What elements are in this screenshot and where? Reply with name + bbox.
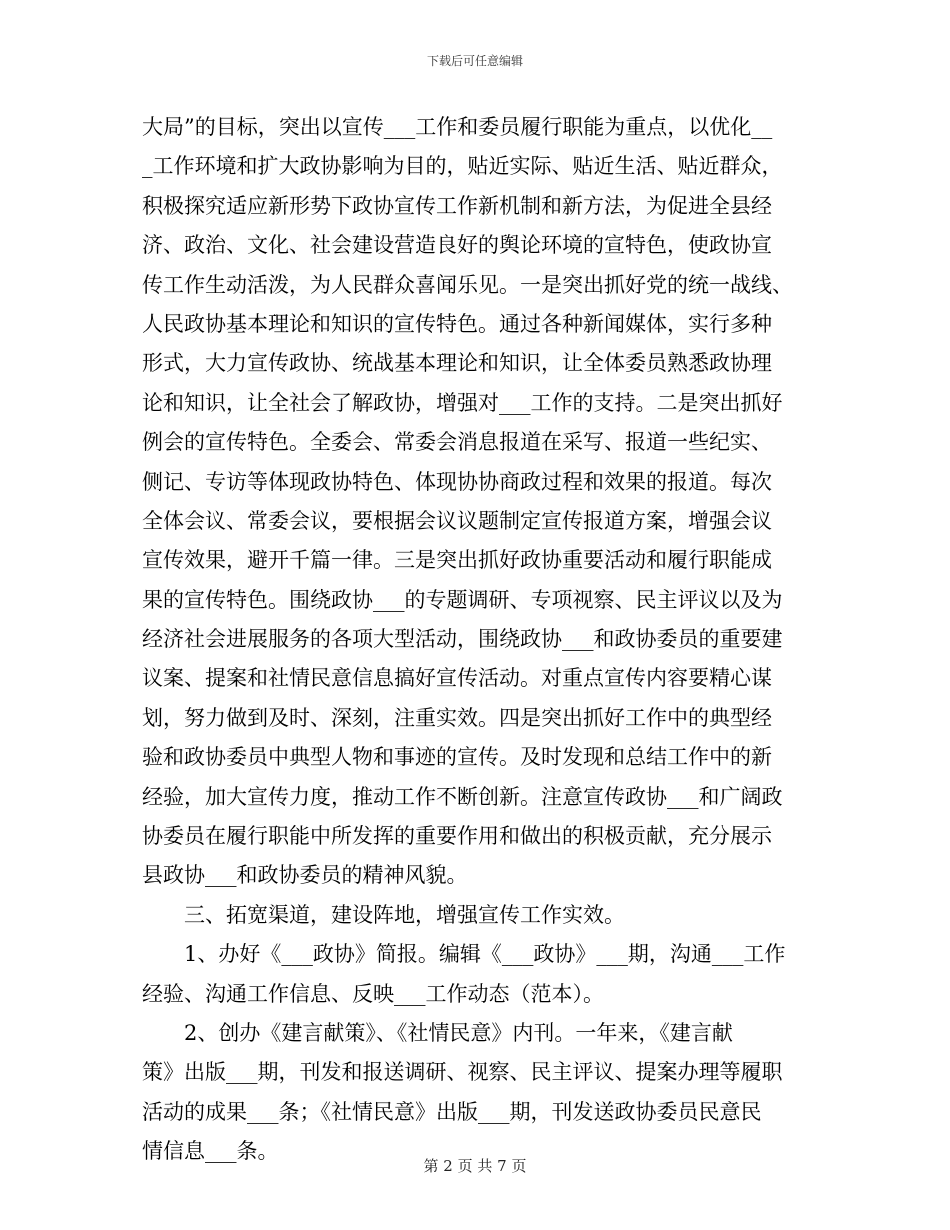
- page-number: 第 2 页 共 7 页: [423, 1157, 527, 1175]
- text-line: 济、政治、文化、社会建设营造良好的舆论环境的宣特色，使政协宣: [142, 233, 772, 258]
- text-line: 例会的宣传特色。全委会、常委会消息报道在采写、报道一些纪实、: [142, 430, 772, 455]
- text-line: 划，努力做到及时、深刻，注重实效。四是突出抓好工作中的典型经: [142, 705, 772, 730]
- text-line: 县政协___和政协委员的精神风貌。: [142, 863, 468, 888]
- text-line: 宣传效果，避开千篇一律。三是突出抓好政协重要活动和履行职能成: [142, 548, 772, 573]
- text-line: 情信息___条。: [142, 1139, 279, 1164]
- text-line: 全体会议、常委会议，要根据会议议题制定宣传报道方案，增强会议: [142, 508, 772, 533]
- text-line: 议案、提案和社情民意信息搞好宣传活动。对重点宣传内容要精心谋: [142, 666, 772, 691]
- text-line: 策》出版___期，刊发和报送调研、视察、民主评议、提案办理等履职: [142, 1060, 783, 1085]
- text-line: _工作环境和扩大政协影响为目的，贴近实际、贴近生活、贴近群众，: [142, 154, 783, 179]
- section-heading: 三、拓宽渠道，建设阵地，增强宣传工作实效。: [184, 902, 625, 927]
- text-line: 经济社会进展服务的各项大型活动，围绕政协___和政协委员的重要建: [142, 627, 783, 652]
- text-line: 经验，加大宣传力度，推动工作不断创新。注意宣传政协___和广阔政: [142, 784, 783, 809]
- text-line: 论和知识，让全社会了解政协，增强对___工作的支持。二是突出抓好: [142, 390, 783, 415]
- text-line: 积极探究适应新形势下政协宣传工作新机制和新方法，为促进全县经: [142, 193, 772, 218]
- page-header-note: 下载后可任意编辑: [426, 54, 523, 68]
- text-line: 人民政协基本理论和知识的宣传特色。通过各种新闻媒体，实行多种: [142, 311, 772, 336]
- text-line: 经验、沟通工作信息、反映___工作动态（范本）。: [142, 981, 604, 1006]
- text-line: 侧记、专访等体现政协特色、体现协协商政过程和效果的报道。每次: [142, 469, 772, 494]
- text-line: 2、创办《建言献策》、《社情民意》内刊。一年来，《建言献: [184, 1020, 733, 1045]
- text-line: 1、办好《___政协》简报。编辑《___政协》___期，沟通___工作: [184, 942, 786, 967]
- text-line: 协委员在履行职能中所发挥的重要作用和做出的积极贡献，充分展示: [142, 824, 772, 849]
- document-body: [142, 108, 808, 1172]
- text-line: 传工作生动活泼，为人民群众喜闻乐见。一是突出抓好党的统一战线、: [142, 272, 793, 297]
- text-line: 形式，大力宣传政协、统战基本理论和知识，让全体委员熟悉政协理: [142, 351, 772, 376]
- text-line: 大局”的目标，突出以宣传___工作和委员履行职能为重点，以优化__: [142, 115, 773, 139]
- text-line: 果的宣传特色。围绕政协___的专题调研、专项视察、民主评议以及为: [142, 587, 783, 612]
- text-line: 验和政协委员中典型人物和事迹的宣传。及时发现和总结工作中的新: [142, 745, 772, 770]
- text-line: 活动的成果___条；《社情民意》出版___期，刊发送政协委员民意民: [142, 1099, 762, 1124]
